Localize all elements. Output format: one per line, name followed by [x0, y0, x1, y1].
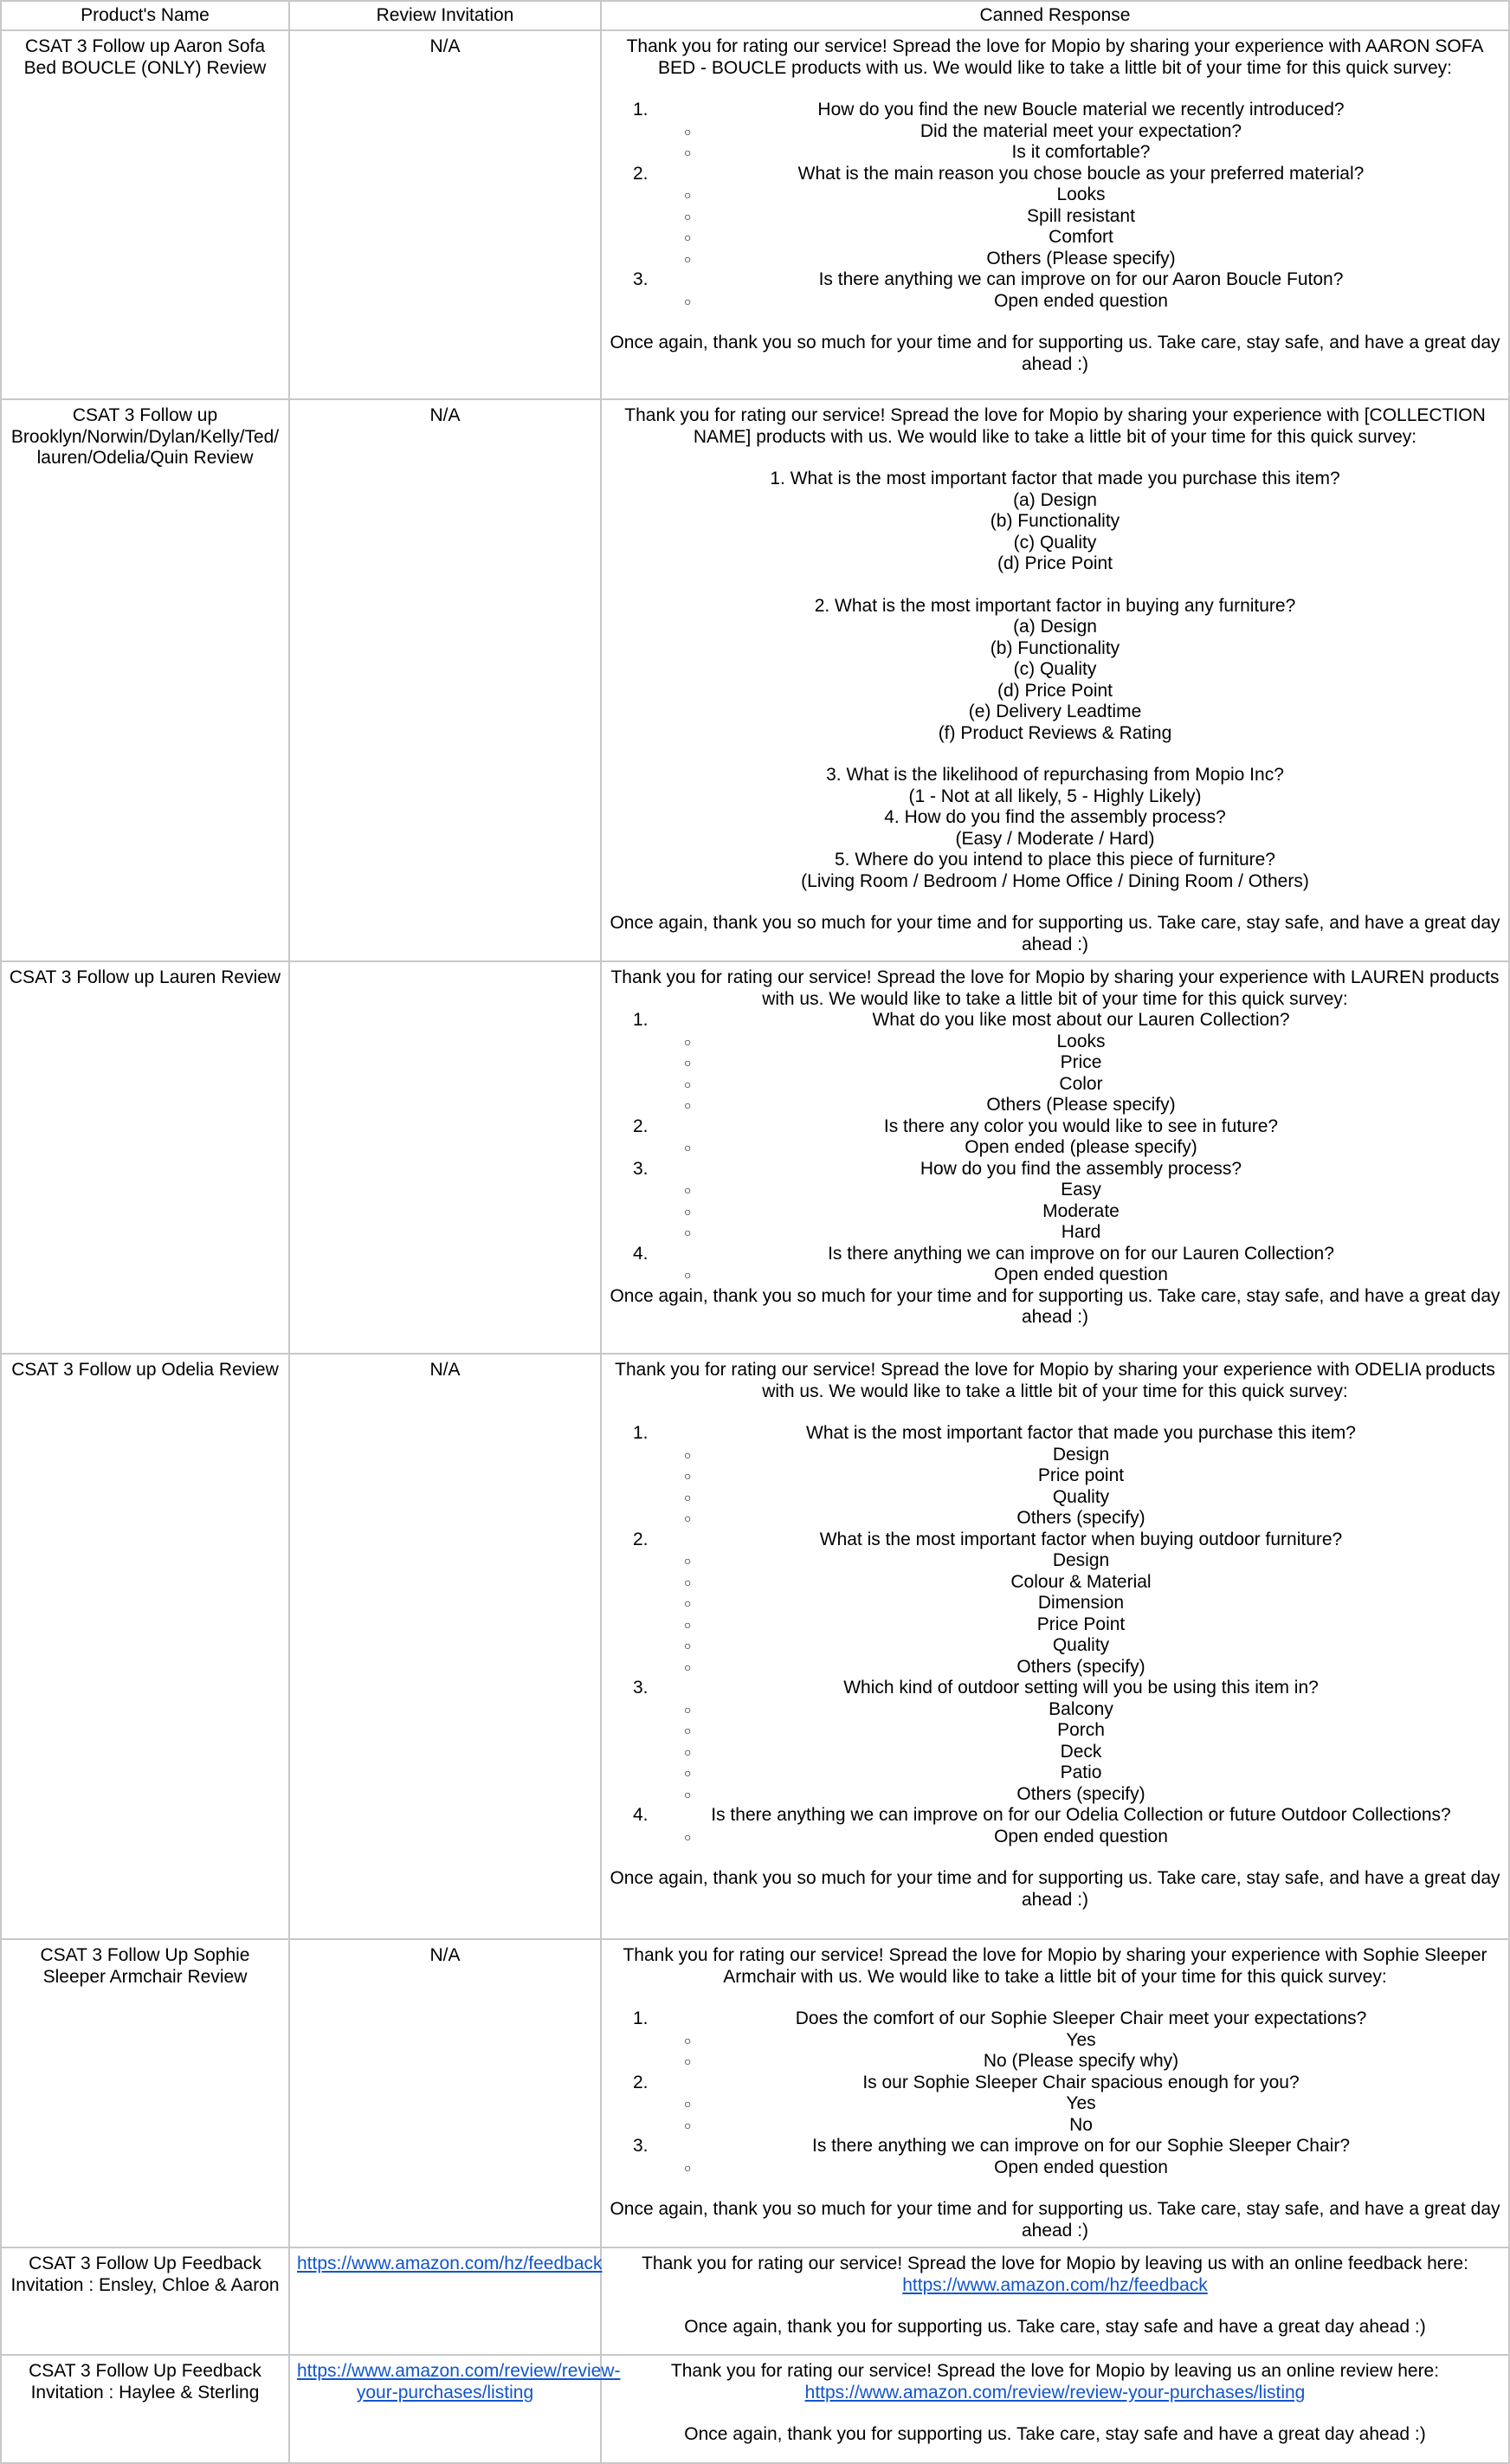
- answer-option: [609, 1180, 1501, 1201]
- table-row: [1, 1354, 1509, 1939]
- answer-text: Quality: [1052, 1486, 1110, 1507]
- response-intro: [609, 2361, 1501, 2403]
- numbered-question: [609, 1423, 1501, 1445]
- answer-option: [609, 1550, 1501, 1572]
- answer-text: Color: [1059, 1073, 1103, 1094]
- product-name-cell: CSAT 3 Follow Up Feedback Invitation : Haylee & Sterling: [1, 2355, 289, 2463]
- answer-option: [609, 1742, 1501, 1763]
- answer-text: Deck: [1060, 1741, 1102, 1762]
- numbered-question: [609, 1244, 1501, 1265]
- invitation-link[interactable]: https://www.amazon.com/hz/feedback: [297, 2254, 603, 2273]
- answer-option: [609, 291, 1501, 313]
- circle-bullet-icon: ○: [684, 294, 692, 308]
- question-text: Is our Sophie Sleeper Chair spacious enough for you?: [862, 2072, 1300, 2092]
- circle-bullet-icon: ○: [684, 1702, 692, 1717]
- circle-bullet-icon: ○: [684, 2033, 692, 2047]
- circle-bullet-icon: ○: [684, 1511, 692, 1525]
- question-number: 2.: [633, 2072, 649, 2092]
- question-number: 3.: [633, 1678, 649, 1698]
- answer-option: [609, 1074, 1501, 1096]
- response-intro: [609, 405, 1501, 448]
- circle-bullet-icon: ○: [684, 1639, 692, 1652]
- survey-line: (a) Design: [1013, 617, 1097, 637]
- spacer: [609, 744, 1501, 765]
- response-closing: Once again, thank you so much for your time and for supporting us. Take care, stay safe, and have a great day ahead :): [610, 1285, 1500, 1327]
- question-number: 4.: [633, 1243, 649, 1264]
- circle-bullet-icon: ○: [684, 1204, 692, 1219]
- canned-response-cell: [601, 961, 1509, 1354]
- answer-option: [609, 2115, 1501, 2137]
- answer-text: Comfort: [1049, 227, 1113, 247]
- answer-text: Design: [1052, 1550, 1110, 1570]
- review-invitation-cell: [289, 961, 601, 1354]
- spacer: [609, 79, 1501, 100]
- numbered-question: [609, 1805, 1501, 1827]
- question-number: 2.: [633, 163, 649, 184]
- response-intro-text: Thank you for rating our service! Spread the love for Mopio by leaving us with an online feedback here:: [642, 2254, 1468, 2273]
- answer-text: Others (specify): [1016, 1508, 1145, 1528]
- canned-response-cell: [601, 2355, 1509, 2463]
- question-number: 1.: [633, 100, 649, 120]
- product-name-cell: CSAT 3 Follow Up Sophie Sleeper Armchair Review: [1, 1939, 289, 2247]
- table-row: [1, 1939, 1509, 2247]
- response-intro: [609, 1360, 1501, 1402]
- answer-text: Moderate: [1042, 1200, 1120, 1221]
- question-text: Is there anything we can improve on for our Lauren Collection?: [828, 1243, 1334, 1264]
- answer-option: [609, 1264, 1501, 1286]
- header-products-name: Product's Name: [1, 1, 289, 30]
- circle-bullet-icon: ○: [684, 1554, 692, 1568]
- header-canned-response: Canned Response: [601, 1, 1509, 30]
- circle-bullet-icon: ○: [684, 1034, 692, 1049]
- circle-bullet-icon: ○: [684, 1469, 692, 1483]
- product-name-cell: CSAT 3 Follow up Odelia Review: [1, 1354, 289, 1939]
- survey-line: (1 - Not at all likely, 5 - Highly Likely): [908, 786, 1202, 806]
- response-intro: [609, 967, 1501, 1010]
- answer-option: [609, 1137, 1501, 1159]
- answer-text: Open ended (please specify): [965, 1137, 1197, 1157]
- circle-bullet-icon: ○: [684, 209, 692, 223]
- survey-line: (b) Functionality: [990, 637, 1120, 658]
- survey-line: 2. What is the most important factor in buying any furniture?: [814, 595, 1296, 616]
- answer-text: Hard: [1061, 1222, 1101, 1242]
- numbered-question: [609, 164, 1501, 185]
- circle-bullet-icon: ○: [684, 1056, 692, 1070]
- review-invitation-cell: N/A: [289, 1939, 601, 2247]
- answer-option: [609, 1784, 1501, 1806]
- circle-bullet-icon: ○: [684, 251, 692, 266]
- survey-line: (f) Product Reviews & Rating: [938, 722, 1172, 743]
- answer-text: Price: [1060, 1052, 1102, 1072]
- answer-option: [609, 1032, 1501, 1053]
- answer-text: Design: [1052, 1444, 1110, 1465]
- answer-text: Is it comfortable?: [1011, 142, 1151, 162]
- answer-option: [609, 1720, 1501, 1742]
- response-closing: Once again, thank you so much for your time and for supporting us. Take care, stay safe, and have a great day ahead :): [610, 1868, 1500, 1910]
- circle-bullet-icon: ○: [684, 1659, 692, 1674]
- spacer: [609, 312, 1501, 333]
- circle-bullet-icon: ○: [684, 1575, 692, 1589]
- circle-bullet-icon: ○: [684, 1447, 692, 1462]
- answer-text: Others (Please specify): [986, 248, 1176, 268]
- spacer: [609, 2403, 1501, 2424]
- answer-text: Others (specify): [1016, 1656, 1145, 1677]
- response-closing: Once again, thank you so much for your time and for supporting us. Take care, stay safe, and have a great day ahead :): [610, 913, 1500, 954]
- answer-option: [609, 1487, 1501, 1509]
- answer-text: Did the material meet your expectation?: [920, 120, 1242, 141]
- question-text: What do you like most about our Lauren Collection?: [872, 1010, 1290, 1030]
- circle-bullet-icon: ○: [684, 1617, 692, 1632]
- answer-option: [609, 1095, 1501, 1116]
- answer-text: Patio: [1060, 1762, 1102, 1782]
- question-text: Is there anything we can improve on for our Sophie Sleeper Chair?: [811, 2136, 1351, 2156]
- answer-option: [609, 1762, 1501, 1784]
- table-row: [1, 2247, 1509, 2355]
- answer-text: Price point: [1037, 1465, 1125, 1485]
- table-row: [1, 399, 1509, 961]
- answer-text: Others (Please specify): [986, 1095, 1176, 1115]
- survey-line: (c) Quality: [1013, 659, 1097, 679]
- question-number: 1.: [633, 2008, 649, 2028]
- question-number: 3.: [633, 1158, 649, 1179]
- numbered-question: [609, 100, 1501, 121]
- numbered-question: [609, 1159, 1501, 1180]
- survey-line: (a) Design: [1013, 489, 1097, 510]
- question-number: 1.: [633, 1423, 649, 1443]
- answer-option: [609, 1635, 1501, 1657]
- canned-response-cell: [601, 399, 1509, 961]
- circle-bullet-icon: ○: [684, 1226, 692, 1239]
- circle-bullet-icon: ○: [684, 2054, 692, 2068]
- survey-line: (c) Quality: [1013, 532, 1097, 553]
- question-number: 1.: [633, 1010, 649, 1030]
- answer-option: [609, 1508, 1501, 1529]
- response-intro-text: Thank you for rating our service! Spread the love for Mopio by sharing your experience with Sophie Sleeper Armchair with us. We would like to take a little bit of your time for this quick survey:: [623, 1945, 1487, 1987]
- answer-option: [609, 1827, 1501, 1848]
- header-review-invitation: Review Invitation: [289, 1, 601, 30]
- table-row: [1, 961, 1509, 1354]
- canned-response-cell: [601, 2247, 1509, 2355]
- answer-text: Dimension: [1037, 1593, 1125, 1613]
- response-intro: [609, 1945, 1501, 1988]
- response-intro: [609, 2254, 1501, 2296]
- spacer: [609, 2296, 1501, 2317]
- answer-option: [609, 1657, 1501, 1678]
- response-intro-text: Thank you for rating our service! Spread the love for Mopio by sharing your experience with AARON SOFA BED - BOUCLE products with us. We would like to take a little bit of your time for this quick survey:: [626, 36, 1484, 78]
- answer-text: Porch: [1057, 1720, 1105, 1740]
- response-intro-text: Thank you for rating our service! Spread the love for Mopio by leaving us an online review here:: [670, 2361, 1440, 2381]
- circle-bullet-icon: ○: [684, 2160, 692, 2175]
- circle-bullet-icon: ○: [684, 124, 692, 139]
- question-text: Which kind of outdoor setting will you be using this item in?: [843, 1678, 1319, 1698]
- response-closing: Once again, thank you for supporting us. Take care, stay safe and have a great day ahead :): [684, 2424, 1426, 2444]
- circle-bullet-icon: ○: [684, 1141, 692, 1154]
- answer-option: [609, 1572, 1501, 1594]
- answer-text: Yes: [1066, 2093, 1096, 2113]
- response-closing: Once again, thank you for supporting us. Take care, stay safe and have a great day ahead :): [684, 2317, 1426, 2337]
- answer-text: Easy: [1061, 1180, 1101, 1200]
- answer-text: Looks: [1056, 1031, 1106, 1051]
- answer-option: [609, 1465, 1501, 1487]
- circle-bullet-icon: ○: [684, 1724, 692, 1737]
- survey-line: (b) Functionality: [990, 511, 1120, 531]
- table-row: [1, 30, 1509, 399]
- product-name-cell: CSAT 3 Follow up Aaron Sofa Bed BOUCLE (ONLY) Review: [1, 30, 289, 399]
- circle-bullet-icon: ○: [684, 2097, 692, 2111]
- numbered-question: [609, 2008, 1501, 2030]
- circle-bullet-icon: ○: [684, 1098, 692, 1112]
- answer-option: [609, 121, 1501, 143]
- spacer: [609, 1988, 1501, 2008]
- response-intro-text: Thank you for rating our service! Spread the love for Mopio by sharing your experience with ODELIA products with us. We would like to take a little bit of your time for this quick survey:: [615, 1360, 1495, 1401]
- answer-text: Colour & Material: [1010, 1571, 1152, 1592]
- answer-option: [609, 184, 1501, 206]
- answer-option: [609, 227, 1501, 249]
- answer-text: Open ended question: [994, 1826, 1168, 1846]
- response-link[interactable]: https://www.amazon.com/review/review-your-purchases/listing: [804, 2382, 1306, 2403]
- circle-bullet-icon: ○: [684, 1766, 692, 1780]
- answer-option: [609, 206, 1501, 228]
- response-intro: [609, 36, 1501, 79]
- survey-line: (Easy / Moderate / Hard): [955, 828, 1155, 849]
- spacer: [609, 448, 1501, 469]
- question-text: What is the most important factor when buying outdoor furniture?: [819, 1529, 1343, 1549]
- response-link[interactable]: https://www.amazon.com/hz/feedback: [902, 2274, 1208, 2295]
- answer-text: Looks: [1056, 184, 1106, 204]
- answer-text: Balcony: [1049, 1698, 1113, 1719]
- numbered-question: [609, 1010, 1501, 1032]
- circle-bullet-icon: ○: [684, 2118, 692, 2132]
- numbered-question: [609, 1116, 1501, 1138]
- circle-bullet-icon: ○: [684, 1787, 692, 1801]
- review-invitation-cell: N/A: [289, 399, 601, 961]
- header-row: [1, 1, 1509, 30]
- question-text: Is there anything we can improve on for our Aaron Boucle Futon?: [818, 269, 1344, 289]
- survey-line: 1. What is the most important factor that made you purchase this item?: [770, 469, 1340, 488]
- numbered-question: [609, 269, 1501, 291]
- survey-line: (e) Delivery Leadtime: [968, 702, 1142, 721]
- question-number: 4.: [633, 1805, 649, 1825]
- answer-option: [609, 1052, 1501, 1074]
- numbered-question: [609, 1529, 1501, 1551]
- response-closing: Once again, thank you so much for your time and for supporting us. Take care, stay safe, and have a great day ahead :): [610, 333, 1500, 374]
- table-row: [1, 2355, 1509, 2463]
- question-text: Is there any color you would like to see in future?: [883, 1116, 1279, 1136]
- circle-bullet-icon: ○: [684, 188, 692, 202]
- answer-option: [609, 1614, 1501, 1636]
- circle-bullet-icon: ○: [684, 1596, 692, 1610]
- question-text: How do you find the assembly process?: [920, 1158, 1242, 1179]
- response-intro-text: Thank you for rating our service! Spread the love for Mopio by sharing your experience with [COLLECTION NAME] products with us. We would like to take a little bit of your time for this quick survey:: [624, 405, 1486, 447]
- circle-bullet-icon: ○: [684, 1829, 692, 1844]
- survey-line: (Living Room / Bedroom / Home Office / Dining Room / Others): [801, 870, 1309, 891]
- response-closing: Once again, thank you so much for your time and for supporting us. Take care, stay safe, and have a great day ahead :): [610, 2199, 1500, 2241]
- canned-response-cell: [601, 30, 1509, 399]
- answer-option: [609, 2093, 1501, 2115]
- answer-text: No: [1069, 2114, 1093, 2135]
- canned-response-cell: [601, 1939, 1509, 2247]
- answer-option: [609, 2030, 1501, 2052]
- question-number: 3.: [633, 2136, 649, 2156]
- numbered-question: [609, 2073, 1501, 2094]
- survey-line: 4. How do you find the assembly process?: [884, 807, 1226, 827]
- review-invitation-cell: N/A: [289, 30, 601, 399]
- question-number: 3.: [633, 269, 649, 289]
- circle-bullet-icon: ○: [684, 1268, 692, 1282]
- spacer: [609, 1847, 1501, 1868]
- answer-text: Price Point: [1036, 1614, 1126, 1634]
- survey-line: (d) Price Point: [997, 680, 1113, 701]
- answer-option: [609, 1593, 1501, 1614]
- answer-text: No (Please specify why): [983, 2051, 1179, 2071]
- question-text: How do you find the new Boucle material we recently introduced?: [817, 100, 1345, 120]
- survey-line: 3. What is the likelihood of repurchasing from Mopio Inc?: [826, 765, 1284, 785]
- answer-option: [609, 2051, 1501, 2073]
- review-invitation-cell: [289, 2247, 601, 2355]
- answer-option: [609, 1201, 1501, 1223]
- answer-text: Spill resistant: [1027, 205, 1135, 226]
- numbered-question: [609, 2136, 1501, 2157]
- invitation-link[interactable]: https://www.amazon.com/review/review-your-purchases/listing: [297, 2361, 621, 2403]
- question-text: What is the main reason you chose boucle as your preferred material?: [797, 163, 1365, 184]
- answer-option: [609, 249, 1501, 270]
- survey-line: (d) Price Point: [997, 553, 1113, 573]
- spacer: [609, 2178, 1501, 2199]
- spacer: [609, 575, 1501, 596]
- answer-text: Quality: [1052, 1635, 1110, 1655]
- question-text: Does the comfort of our Sophie Sleeper Chair meet your expectations?: [795, 2008, 1367, 2028]
- question-text: Is there anything we can improve on for our Odelia Collection or future Outdoor Collections?: [711, 1805, 1451, 1825]
- spacer: [609, 1402, 1501, 1423]
- product-name-cell: CSAT 3 Follow up Lauren Review: [1, 961, 289, 1354]
- circle-bullet-icon: ○: [684, 1077, 692, 1091]
- circle-bullet-icon: ○: [684, 1744, 692, 1759]
- answer-text: Open ended question: [994, 1264, 1168, 1284]
- answer-option: [609, 1222, 1501, 1244]
- review-invitation-cell: N/A: [289, 1354, 601, 1939]
- circle-bullet-icon: ○: [684, 1490, 692, 1504]
- answer-option: [609, 1445, 1501, 1466]
- question-number: 2.: [633, 1529, 649, 1549]
- product-name-cell: CSAT 3 Follow Up Feedback Invitation : Ensley, Chloe & Aaron: [1, 2247, 289, 2355]
- answer-text: Yes: [1066, 2029, 1096, 2050]
- answer-option: [609, 1699, 1501, 1721]
- question-text: What is the most important factor that made you purchase this item?: [806, 1423, 1356, 1443]
- question-number: 2.: [633, 1116, 649, 1136]
- spacer: [609, 892, 1501, 913]
- product-name-cell: CSAT 3 Follow up Brooklyn/Norwin/Dylan/Kelly/Ted/ lauren/Odelia/Quin Review: [1, 399, 289, 961]
- answer-option: [609, 142, 1501, 164]
- circle-bullet-icon: ○: [684, 230, 692, 244]
- circle-bullet-icon: ○: [684, 146, 692, 159]
- answer-option: [609, 2157, 1501, 2179]
- response-intro-text: Thank you for rating our service! Spread the love for Mopio by sharing your experience with LAUREN products with us. We would like to take a little bit of your time for this quick survey:: [610, 967, 1500, 1009]
- survey-line: 5. Where do you intend to place this piece of furniture?: [835, 850, 1275, 870]
- answer-text: Open ended question: [994, 290, 1168, 311]
- review-invitation-cell: [289, 2355, 621, 2463]
- circle-bullet-icon: ○: [684, 1183, 692, 1197]
- answer-text: Open ended question: [994, 2157, 1168, 2177]
- numbered-question: [609, 1678, 1501, 1699]
- canned-response-cell: [601, 1354, 1509, 1939]
- answer-text: Others (specify): [1016, 1783, 1145, 1804]
